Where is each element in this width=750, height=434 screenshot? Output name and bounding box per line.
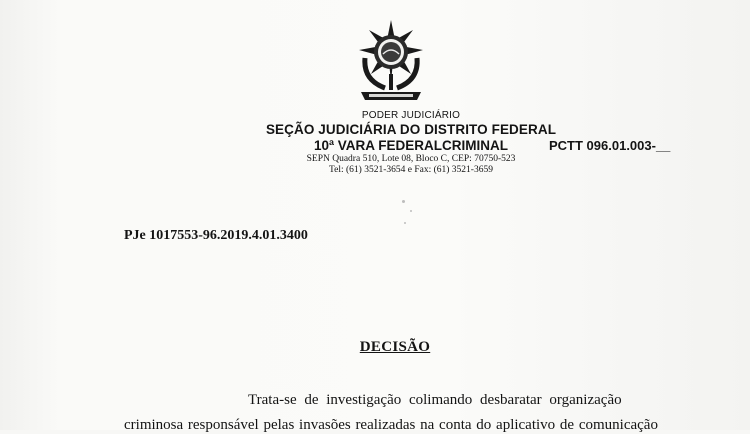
scan-speck [402,200,405,203]
institution-name: PODER JUDICIÁRIO [361,110,461,121]
scan-speck [410,210,412,212]
process-number: PJe 1017553-96.2019.4.01.3400 [124,228,308,243]
body-text-line: criminosa responsável pelas invasões realizadas na conta do aplicativo de comunicação [124,417,658,433]
decision-heading: DECISÃO [359,339,431,355]
document-code: PCTT 096.01.003-__ [549,138,671,153]
brazil-coat-of-arms-icon [355,18,427,108]
court-phone: Tel: (61) 3521-3654 e Fax: (61) 3521-3659 [329,165,493,175]
scan-speck [404,222,406,224]
body-text-line: Trata-se de investigação colimando desbaratar organização [248,392,622,408]
section-name: SEÇÃO JUDICIÁRIA DO DISTRITO FEDERAL [265,122,557,137]
court-name: 10ª VARA FEDERALCRIMINAL [313,138,508,153]
court-address: SEPN Quadra 510, Lote 08, Bloco C, CEP: 70750-523 [306,154,516,164]
